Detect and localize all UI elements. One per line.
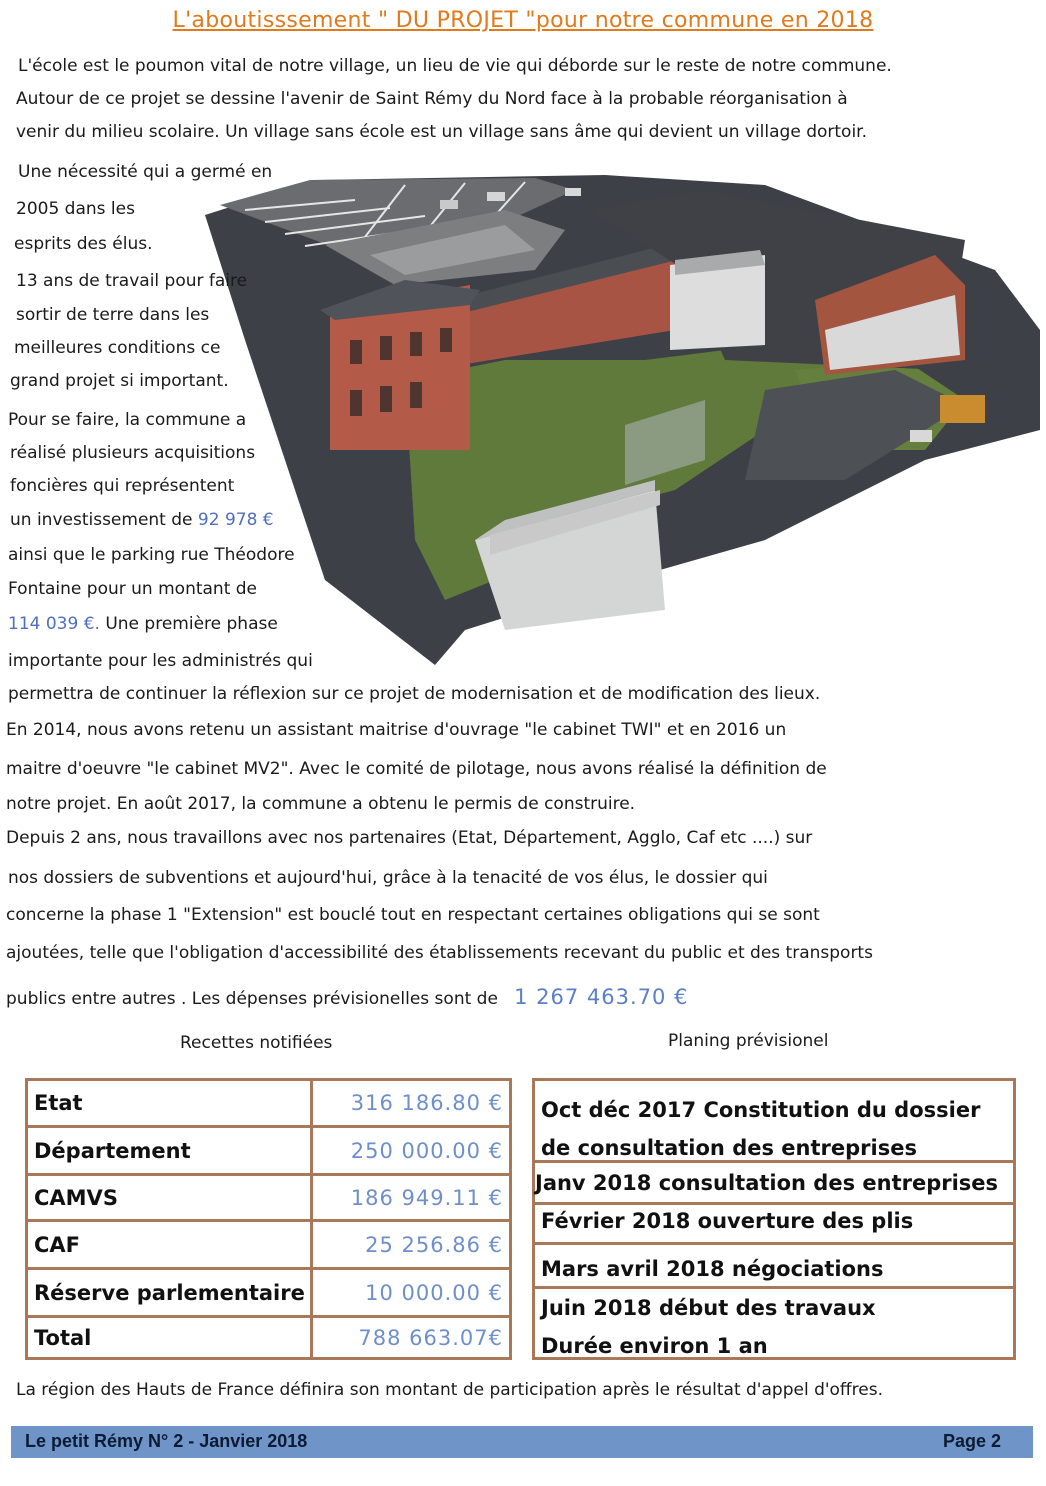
table-row — [28, 1176, 509, 1222]
planning-step: Février 2018 ouverture des plis — [541, 1209, 914, 1233]
planning-step: de consultation des entreprises — [541, 1136, 917, 1160]
parking-amount: 114 039 €. — [8, 614, 100, 634]
planning-step: Oct déc 2017 Constitution du dossier — [541, 1098, 981, 1122]
side-text-line: importante pour les administrés qui — [8, 651, 313, 671]
table-row — [535, 1163, 1013, 1205]
table-row — [535, 1245, 1013, 1289]
funding-amount: 316 186.80 € — [350, 1091, 503, 1115]
planning-heading: Planing prévisionel — [668, 1031, 829, 1051]
intro-line: Autour de ce projet se dessine l'avenir de Saint Rémy du Nord face à la probable réorganisation à — [16, 89, 848, 109]
side-text-line: ainsi que le parking rue Théodore — [8, 545, 295, 565]
side-text-line: 2005 dans les — [16, 199, 135, 219]
funding-source: Etat — [28, 1081, 313, 1125]
side-text-line: sortir de terre dans les — [16, 305, 210, 325]
side-text-line: esprits des élus. — [14, 234, 153, 254]
side-text-line: 13 ans de travail pour faire — [16, 271, 248, 291]
planning-step: Durée environ 1 an — [541, 1334, 768, 1358]
intro-line: venir du milieu scolaire. Un village sans école est un village sans âme qui devient un village dortoir. — [16, 122, 867, 142]
funding-amount: 10 000.00 € — [365, 1280, 503, 1305]
parking-text: Une première phase — [105, 614, 278, 634]
funding-total-label: Total — [28, 1318, 313, 1357]
expense-text: publics entre autres . Les dépenses prévisionelles sont de — [6, 989, 498, 1009]
side-text-line: foncières qui représentent — [10, 476, 235, 496]
recettes-heading: Recettes notifiées — [180, 1033, 333, 1053]
planning-step: Janv 2018 consultation des entreprises — [535, 1171, 999, 1195]
funding-source: CAMVS — [28, 1176, 313, 1219]
table-row — [28, 1270, 509, 1318]
body-line: concerne la phase 1 "Extension" est bouclé tout en respectant certaines obligations qui se sont — [6, 905, 820, 925]
table-row — [535, 1081, 1013, 1163]
planning-step: Juin 2018 début des travaux — [541, 1296, 876, 1320]
funding-source: Réserve parlementaire — [28, 1270, 313, 1315]
table-row — [28, 1128, 509, 1176]
planning-table — [532, 1078, 1016, 1360]
table-row — [28, 1222, 509, 1270]
body-line: En 2014, nous avons retenu un assistant maitrise d'ouvrage "le cabinet TWI" et en 2016 un — [6, 720, 787, 740]
side-text-line: Pour se faire, la commune a — [8, 410, 247, 430]
newsletter-issue: Le petit Rémy N° 2 - Janvier 2018 — [25, 1431, 308, 1451]
funding-amount: 250 000.00 € — [350, 1138, 503, 1163]
parking-amount-line — [8, 614, 278, 634]
body-line: maitre d'oeuvre "le cabinet MV2". Avec le comité de pilotage, nous avons réalisé la définition de — [6, 759, 827, 779]
funding-amount: 25 256.86 € — [365, 1232, 503, 1257]
expense-line — [6, 985, 688, 1009]
side-text-line: Une nécessité qui a germé en — [18, 162, 273, 182]
side-text-line: réalisé plusieurs acquisitions — [10, 443, 256, 463]
investment-line — [10, 510, 274, 530]
funding-source: CAF — [28, 1222, 313, 1267]
intro-line: L'école est le poumon vital de notre village, un lieu de vie qui déborde sur le reste de notre commune. — [18, 56, 892, 76]
expense-amount: 1 267 463.70 € — [514, 985, 689, 1009]
investment-text: un investissement de — [10, 510, 193, 530]
table-row — [535, 1289, 1013, 1357]
body-line: Depuis 2 ans, nous travaillons avec nos partenaires (Etat, Département, Agglo, Caf etc ....) sur — [6, 828, 813, 848]
body-line: nos dossiers de subventions et aujourd'hui, grâce à la tenacité de vos élus, le dossier qui — [8, 868, 768, 888]
table-row — [535, 1205, 1013, 1245]
funding-amount: 186 949.11 € — [350, 1185, 503, 1210]
side-text-line: Fontaine pour un montant de — [8, 579, 258, 599]
planning-step: Mars avril 2018 négociations — [541, 1257, 884, 1281]
table-row-total — [28, 1318, 509, 1357]
region-note: La région des Hauts de France définira son montant de participation après le résultat d'appel d'offres. — [16, 1380, 883, 1400]
body-line: permettra de continuer la réflexion sur ce projet de modernisation et de modification des lieux. — [8, 684, 821, 704]
footer-bar — [11, 1426, 1033, 1458]
page-number: Page 2 — [942, 1431, 1001, 1451]
page-title: L'aboutisssement " DU PROJET "pour notre commune en 2018 — [172, 8, 874, 33]
side-text-line: grand projet si important. — [10, 371, 229, 391]
recettes-table — [25, 1078, 512, 1360]
school-project-rendering — [205, 160, 1045, 670]
body-line: ajoutées, telle que l'obligation d'accessibilité des établissements recevant du public et des transports — [6, 943, 873, 963]
body-line: notre projet. En août 2017, la commune a obtenu le permis de construire. — [6, 794, 636, 814]
funding-total-amount: 788 663.07€ — [358, 1325, 503, 1350]
table-row — [28, 1081, 509, 1128]
side-text-line: meilleures conditions ce — [14, 338, 221, 358]
funding-source: Département — [28, 1128, 313, 1173]
investment-amount: 92 978 € — [197, 510, 274, 530]
